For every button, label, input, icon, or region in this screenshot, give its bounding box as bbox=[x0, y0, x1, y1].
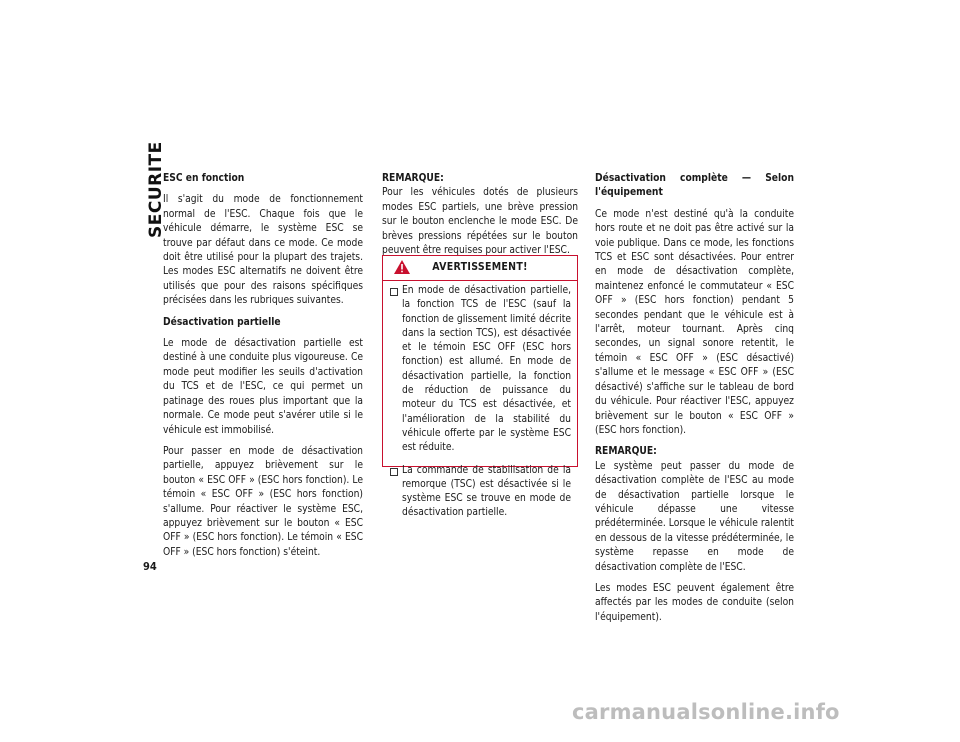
heading-partial-off: Désactivation partielle bbox=[163, 316, 281, 328]
warning-body bbox=[383, 281, 577, 521]
warning-item bbox=[389, 284, 571, 456]
page-number: 94 bbox=[143, 560, 157, 573]
warning-item bbox=[389, 464, 571, 521]
heading-esc-on: ESC en fonction bbox=[163, 173, 245, 184]
column-2 bbox=[382, 172, 578, 265]
note-label: REMARQUE: bbox=[382, 173, 444, 184]
warning-title: AVERTISSEMENT! bbox=[432, 261, 528, 273]
column-3 bbox=[595, 172, 794, 632]
warning-item-text: En mode de désactivation partielle, la fonction TCS de l'ESC (sauf la fonction de glissement limité décrite dans la section TCS), est désactivée et le témoin ESC OFF (ESC hors fonction) est allumé. En mode de désactivation partielle, la fonction de réduction de puissance du moteur du TCS est désactivée, et l'amélioration de la stabilité du véhicule offerte par le système ESC est réduite. bbox=[402, 285, 571, 454]
paragraph: Il s'agit du mode de fonctionnement normal de l'ESC. Chaque fois que le véhicule démarre, le système ESC se trouve par défaut dans ce mode. Ce mode doit être utilisé pour la plupart des trajets. Les modes ESC alternatifs ne doivent être utilisés que pour des raisons spécifiques précisées dans les rubriques suivantes. bbox=[163, 194, 363, 307]
warning-item-text: La commande de stabilisation de la remorque (TSC) est désactivée si le système ESC se trouve en mode de désactivation partielle. bbox=[402, 464, 571, 519]
footer-watermark: carmanualsonline.info bbox=[572, 700, 840, 724]
checkbox-bullet-icon bbox=[390, 468, 398, 476]
note bbox=[595, 445, 794, 575]
paragraph: Les modes ESC peuvent également être affectés par les modes de conduite (selon l'équipement). bbox=[595, 582, 794, 623]
warning-header bbox=[383, 256, 577, 281]
heading-full-off: Désactivation complète — Selon l'équipement bbox=[595, 173, 794, 199]
checkbox-bullet-icon bbox=[390, 288, 398, 296]
note-text: Le système peut passer du mode de désactivation complète de l'ESC au mode de désactivation partielle lorsque le véhicule dépasse une vitesse prédéterminée. Lorsque le véhicule ralentit en dessous de la vitesse prédéterminée, le système repasse en mode de désactivation complète de l'ESC. bbox=[595, 460, 794, 573]
note-label: REMARQUE: bbox=[595, 446, 657, 458]
column-1 bbox=[163, 172, 363, 567]
section-title: SECURITE bbox=[146, 141, 166, 238]
paragraph: Pour passer en mode de désactivation partielle, appuyez brièvement sur le bouton « ESC OFF » (ESC hors fonction). Le témoin « ESC OFF » (ESC hors fonction) s'allume. Pour réactiver le système ESC, appuyez brièvement sur le bouton « ESC OFF » (ESC hors fonction). Le témoin « ESC OFF » (ESC hors fonction) s'éteint. bbox=[163, 445, 363, 558]
paragraph: Le mode de désactivation partielle est destiné à une conduite plus vigoureuse. Ce mode peut modifier les seuils d'activation du TCS et de l'ESC, ce qui permet un patinage des roues plus important que la normale. Ce mode peut s'avérer utile si le véhicule est immobilisé. bbox=[163, 338, 363, 436]
note bbox=[382, 172, 578, 258]
warning-box bbox=[382, 255, 578, 519]
paragraph: Ce mode n'est destiné qu'à la conduite hors route et ne doit pas être activé sur la voie publique. Dans ce mode, les fonctions TCS et ESC sont désactivées. Pour entrer en mode de désactivation complète, maintenez enfoncé le commutateur « ESC OFF » (ESC hors fonction) pendant 5 secondes pendant que le véhicule est à l'arrêt, moteur tournant. Après cinq secondes, un signal sonore retentit, le témoin « ESC OFF » (ESC désactivé) s'allume et le message « ESC OFF » (ESC désactivé) s'affiche sur le tableau de bord du véhicule. Pour réactiver l'ESC, appuyez brièvement sur le bouton « ESC OFF » (ESC hors fonction). bbox=[595, 208, 794, 436]
note-text: Pour les véhicules dotés de plusieurs modes ESC partiels, une brève pression sur le bouton enclenche le mode ESC. De brèves pressions répétées sur le bouton peuvent être requises pour activer l'ESC. bbox=[382, 187, 578, 257]
